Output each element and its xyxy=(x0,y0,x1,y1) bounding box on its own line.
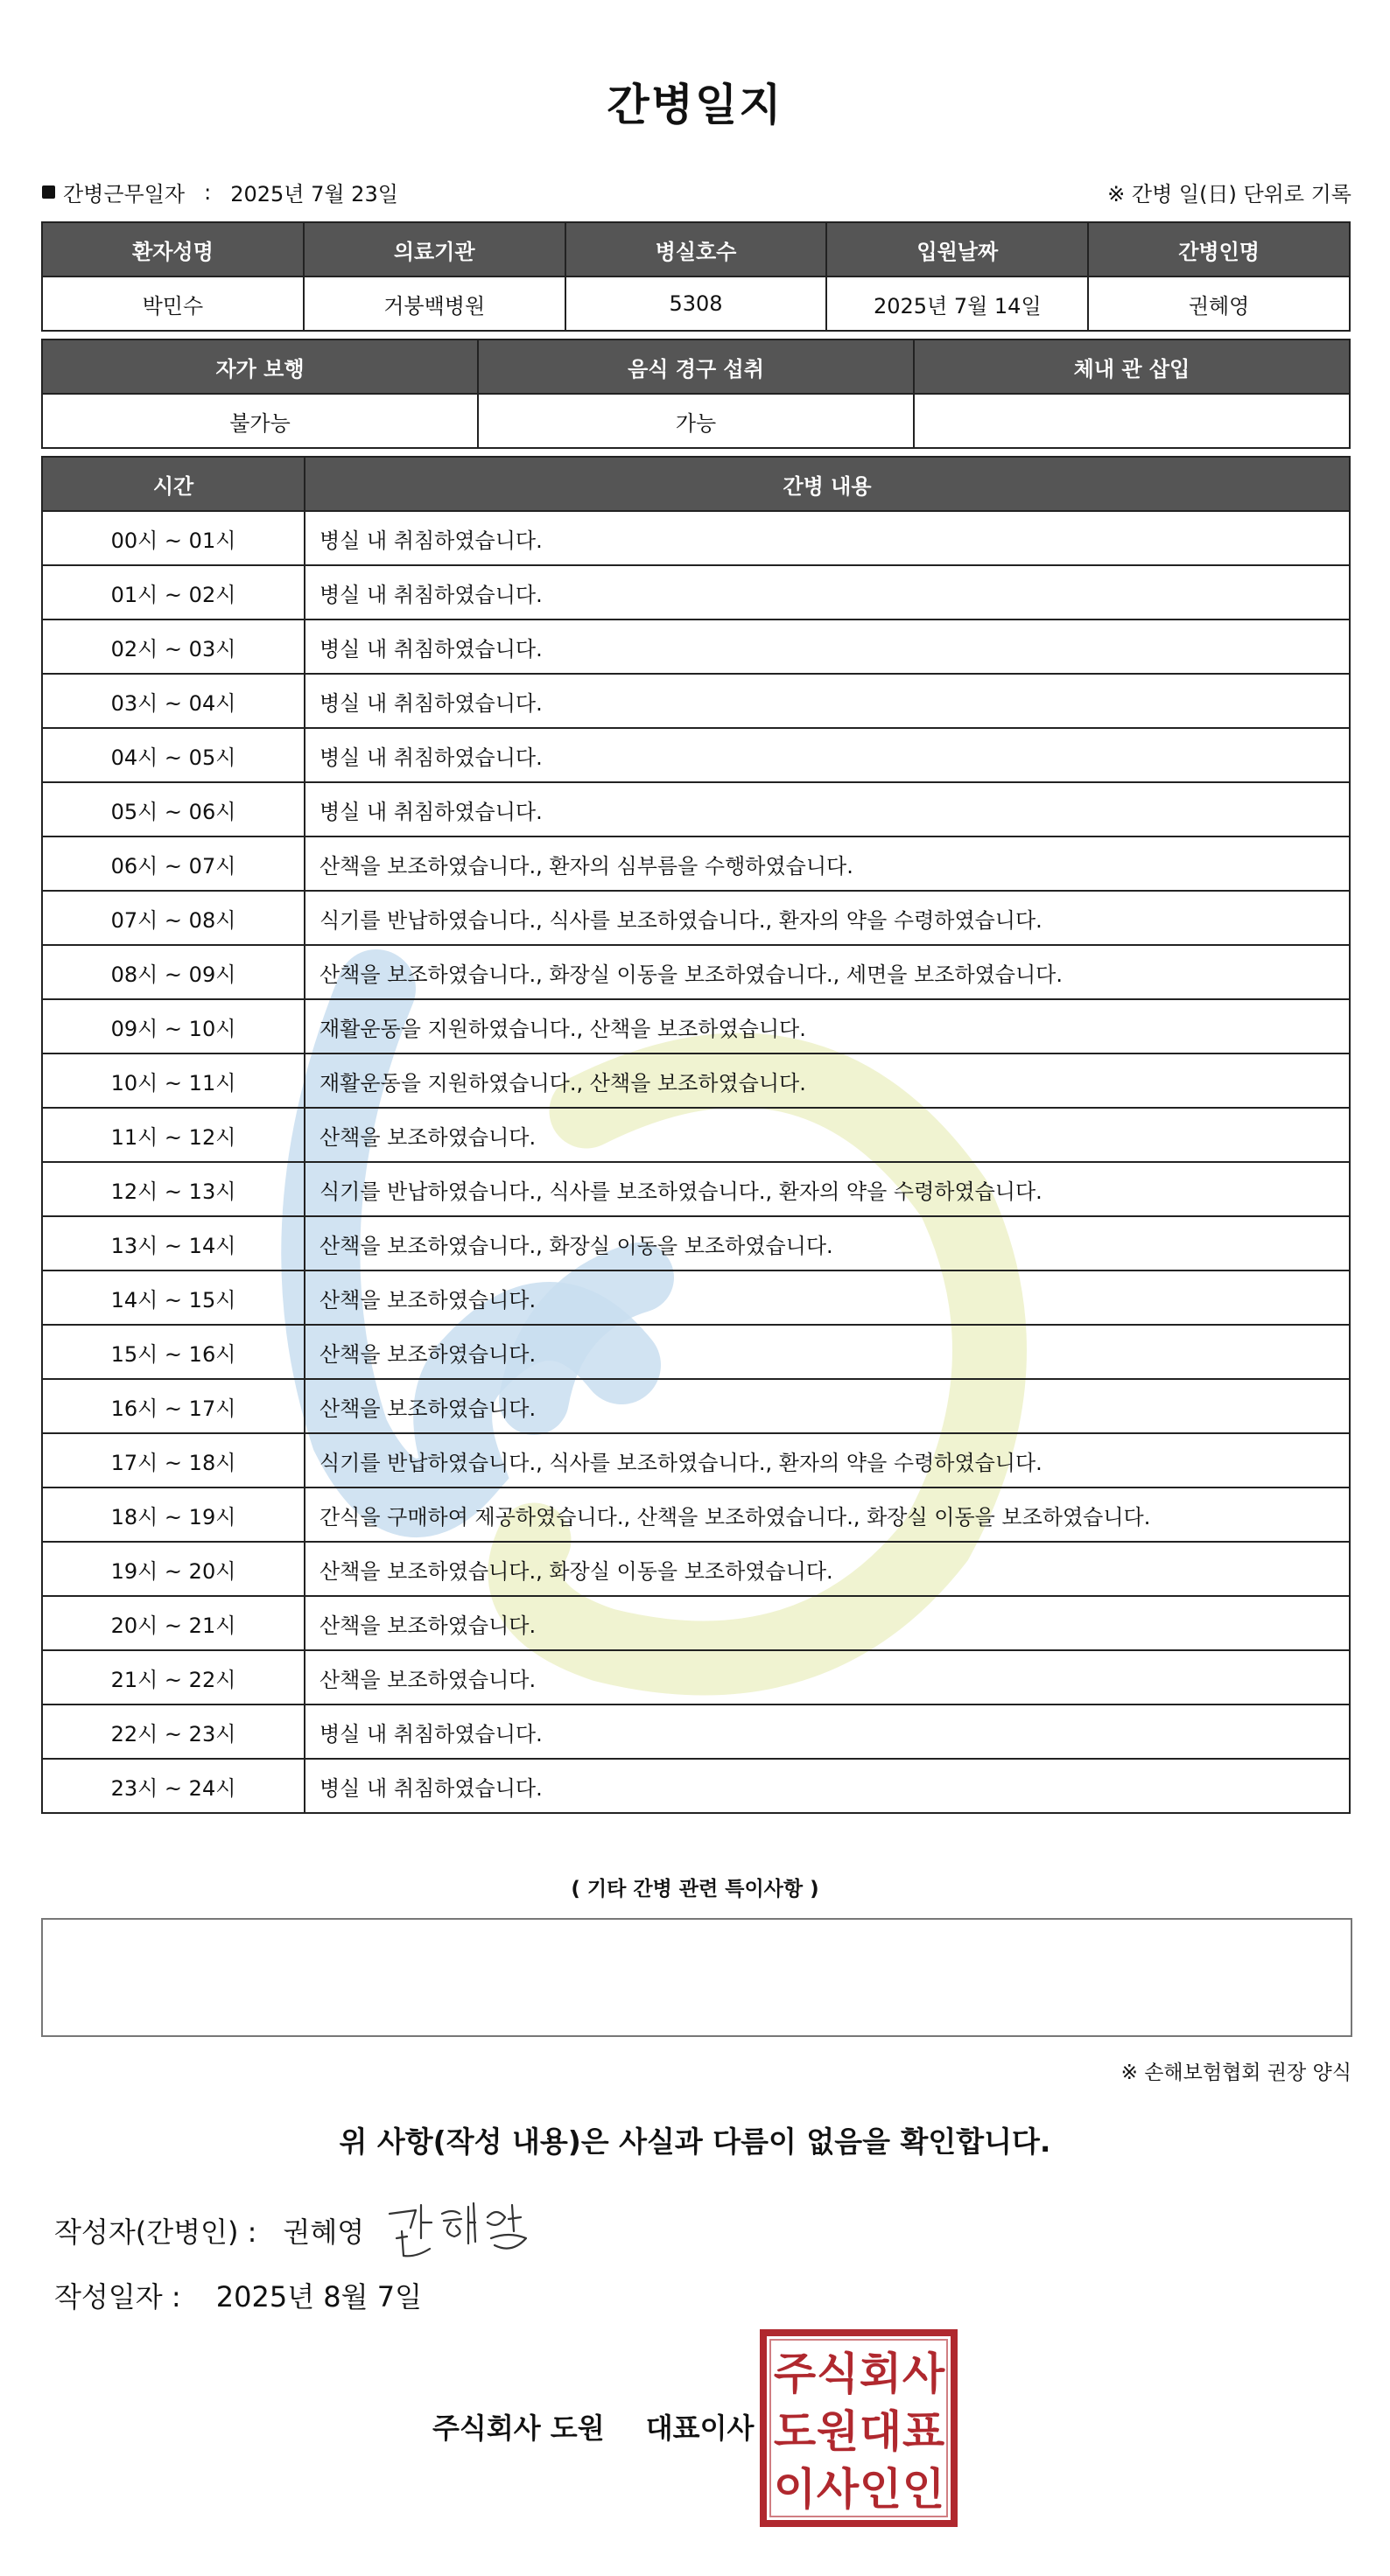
log-row xyxy=(42,1488,1350,1542)
log-row xyxy=(42,891,1350,945)
log-time: 17시 ~ 18시 xyxy=(42,1433,305,1488)
work-date-label: 간병근무일자 xyxy=(63,182,186,206)
log-time: 02시 ~ 03시 xyxy=(42,620,305,674)
log-content: 산책을 보조하였습니다. xyxy=(305,1596,1350,1650)
log-time: 18시 ~ 19시 xyxy=(42,1488,305,1542)
log-content: 재활운동을 지원하였습니다., 산책을 보조하였습니다. xyxy=(305,999,1350,1054)
svg-text:원: 원 xyxy=(816,2406,860,2457)
patient-status-table xyxy=(41,339,1351,449)
log-time: 10시 ~ 11시 xyxy=(42,1054,305,1108)
log-content: 병실 내 취침하였습니다. xyxy=(305,782,1350,836)
log-row xyxy=(42,999,1350,1054)
svg-text:주: 주 xyxy=(773,2348,817,2399)
log-row xyxy=(42,1379,1350,1433)
log-content: 식기를 반납하였습니다., 식사를 보조하였습니다., 환자의 약을 수령하였습니다. xyxy=(305,1433,1350,1488)
caregiver-name: 권혜영 xyxy=(1088,276,1350,331)
company-seal-stamp-icon xyxy=(758,2328,959,2529)
log-time: 21시 ~ 22시 xyxy=(42,1650,305,1704)
log-row xyxy=(42,1704,1350,1759)
page-title: 간병일지 xyxy=(607,80,783,130)
log-content: 산책을 보조하였습니다. xyxy=(305,1379,1350,1433)
log-time: 09시 ~ 10시 xyxy=(42,999,305,1054)
log-time: 20시 ~ 21시 xyxy=(42,1596,305,1650)
log-content: 산책을 보조하였습니다., 환자의 심부름을 수행하였습니다. xyxy=(305,836,1350,891)
header-time: 시간 xyxy=(42,457,305,511)
patient-info-value-row xyxy=(42,276,1350,331)
log-content: 산책을 보조하였습니다. xyxy=(305,1650,1350,1704)
log-content: 산책을 보조하였습니다., 화장실 이동을 보조하였습니다. xyxy=(305,1542,1350,1596)
writer-label: 작성자(간병인) : xyxy=(54,2216,257,2249)
writer-line xyxy=(54,2210,364,2250)
self-walking-value: 불가능 xyxy=(42,394,478,448)
log-row xyxy=(42,728,1350,782)
log-content: 산책을 보조하였습니다., 화장실 이동을 보조하였습니다. xyxy=(305,1216,1350,1270)
log-time: 03시 ~ 04시 xyxy=(42,674,305,728)
remarks-box xyxy=(41,1918,1352,2037)
header-hospital: 의료기관 xyxy=(304,222,565,276)
log-time: 19시 ~ 20시 xyxy=(42,1542,305,1596)
log-time: 13시 ~ 14시 xyxy=(42,1216,305,1270)
company-representative-title: 대표이사 xyxy=(645,2412,755,2445)
log-row xyxy=(42,1325,1350,1379)
hourly-care-log-table xyxy=(41,456,1351,1814)
log-row xyxy=(42,836,1350,891)
log-content: 병실 내 취침하였습니다. xyxy=(305,511,1350,565)
status-header-row xyxy=(42,340,1350,394)
header-patient-name: 환자성명 xyxy=(42,222,304,276)
record-note: ※ 간병 일(日) 단위로 기록 xyxy=(1107,182,1351,206)
svg-text:식: 식 xyxy=(816,2348,860,2399)
handwritten-signature-icon xyxy=(381,2188,547,2266)
log-content: 산책을 보조하였습니다. xyxy=(305,1325,1350,1379)
tube-insertion-value xyxy=(914,394,1350,448)
work-date-separator: : xyxy=(204,179,212,205)
log-content: 병실 내 취침하였습니다. xyxy=(305,674,1350,728)
log-row xyxy=(42,1054,1350,1108)
recommended-form-note: ※ 손해보험협회 권장 양식 xyxy=(1120,2062,1351,2084)
svg-text:인: 인 xyxy=(902,2464,945,2515)
log-content: 식기를 반납하였습니다., 식사를 보조하였습니다., 환자의 약을 수령하였습니다. xyxy=(305,891,1350,945)
log-content: 간식을 구매하여 제공하였습니다., 산책을 보조하였습니다., 화장실 이동을 보조하였습니다. xyxy=(305,1488,1350,1542)
header-care-content: 간병 내용 xyxy=(305,457,1350,511)
log-content: 산책을 보조하였습니다. xyxy=(305,1270,1350,1325)
patient-name: 박민수 xyxy=(42,276,304,331)
header-admission-date: 입원날짜 xyxy=(826,222,1088,276)
admission-date: 2025년 7월 14일 xyxy=(826,276,1088,331)
log-content: 병실 내 취침하였습니다. xyxy=(305,728,1350,782)
remarks-heading: ( 기타 간병 관련 특이사항 ) xyxy=(571,1878,819,1900)
log-time: 04시 ~ 05시 xyxy=(42,728,305,782)
status-value-row xyxy=(42,394,1350,448)
header-room-number: 병실호수 xyxy=(565,222,827,276)
log-time: 22시 ~ 23시 xyxy=(42,1704,305,1759)
log-row xyxy=(42,565,1350,620)
svg-text:표: 표 xyxy=(902,2406,945,2457)
meta-row xyxy=(42,172,1351,206)
log-time: 16시 ~ 17시 xyxy=(42,1379,305,1433)
log-time: 06시 ~ 07시 xyxy=(42,836,305,891)
confirmation-statement: 위 사항(작성 내용)은 사실과 다름이 없음을 확인합니다. xyxy=(339,2124,1051,2159)
log-row xyxy=(42,1650,1350,1704)
log-row xyxy=(42,620,1350,674)
svg-text:대: 대 xyxy=(859,2406,902,2457)
header-oral-intake: 음식 경구 섭취 xyxy=(478,340,914,394)
log-time: 23시 ~ 24시 xyxy=(42,1759,305,1813)
log-row xyxy=(42,511,1350,565)
log-row xyxy=(42,1216,1350,1270)
log-row xyxy=(42,674,1350,728)
header-caregiver-name: 간병인명 xyxy=(1088,222,1350,276)
log-content: 병실 내 취침하였습니다. xyxy=(305,620,1350,674)
log-time: 14시 ~ 15시 xyxy=(42,1270,305,1325)
log-row xyxy=(42,1162,1350,1216)
company-name: 주식회사 도원 xyxy=(432,2412,605,2445)
writer-name: 권혜영 xyxy=(283,2216,365,2249)
log-time: 11시 ~ 12시 xyxy=(42,1108,305,1162)
log-time: 07시 ~ 08시 xyxy=(42,891,305,945)
room-number: 5308 xyxy=(565,276,827,331)
written-date-line xyxy=(54,2275,422,2315)
header-self-walking: 자가 보행 xyxy=(42,340,478,394)
log-content: 식기를 반납하였습니다., 식사를 보조하였습니다., 환자의 약을 수령하였습니다. xyxy=(305,1162,1350,1216)
work-date-value: 2025년 7월 23일 xyxy=(230,182,398,206)
patient-info-header-row xyxy=(42,222,1350,276)
log-row xyxy=(42,1270,1350,1325)
log-time: 15시 ~ 16시 xyxy=(42,1325,305,1379)
written-date-label: 작성일자 : xyxy=(54,2280,181,2314)
log-content: 병실 내 취침하였습니다. xyxy=(305,1759,1350,1813)
log-content: 병실 내 취침하였습니다. xyxy=(305,565,1350,620)
log-row xyxy=(42,1433,1350,1488)
written-date-value: 2025년 8월 7일 xyxy=(215,2280,423,2314)
company-signature-line xyxy=(432,2406,754,2446)
log-time: 12시 ~ 13시 xyxy=(42,1162,305,1216)
log-content: 병실 내 취침하였습니다. xyxy=(305,1704,1350,1759)
log-time: 00시 ~ 01시 xyxy=(42,511,305,565)
svg-text:사: 사 xyxy=(816,2464,860,2515)
svg-text:이: 이 xyxy=(773,2464,817,2515)
log-time: 08시 ~ 09시 xyxy=(42,945,305,999)
hospital-name: 거붕백병원 xyxy=(304,276,565,331)
svg-text:도: 도 xyxy=(773,2406,817,2457)
oral-intake-value: 가능 xyxy=(478,394,914,448)
log-body xyxy=(42,511,1350,1813)
patient-info-table xyxy=(41,221,1351,332)
log-row xyxy=(42,1596,1350,1650)
log-row xyxy=(42,1108,1350,1162)
log-row xyxy=(42,945,1350,999)
log-header-row xyxy=(42,457,1350,511)
svg-text:인: 인 xyxy=(859,2464,902,2515)
square-bullet-icon xyxy=(42,186,55,199)
header-tube-insertion: 체내 관 삽입 xyxy=(914,340,1350,394)
log-content: 재활운동을 지원하였습니다., 산책을 보조하였습니다. xyxy=(305,1054,1350,1108)
log-row xyxy=(42,782,1350,836)
svg-text:회: 회 xyxy=(859,2348,902,2399)
log-content: 산책을 보조하였습니다., 화장실 이동을 보조하였습니다., 세면을 보조하였습니다. xyxy=(305,945,1350,999)
svg-text:사: 사 xyxy=(902,2348,945,2399)
log-time: 01시 ~ 02시 xyxy=(42,565,305,620)
log-content: 산책을 보조하였습니다. xyxy=(305,1108,1350,1162)
log-time: 05시 ~ 06시 xyxy=(42,782,305,836)
log-row xyxy=(42,1759,1350,1813)
work-date xyxy=(42,177,398,207)
log-row xyxy=(42,1542,1350,1596)
